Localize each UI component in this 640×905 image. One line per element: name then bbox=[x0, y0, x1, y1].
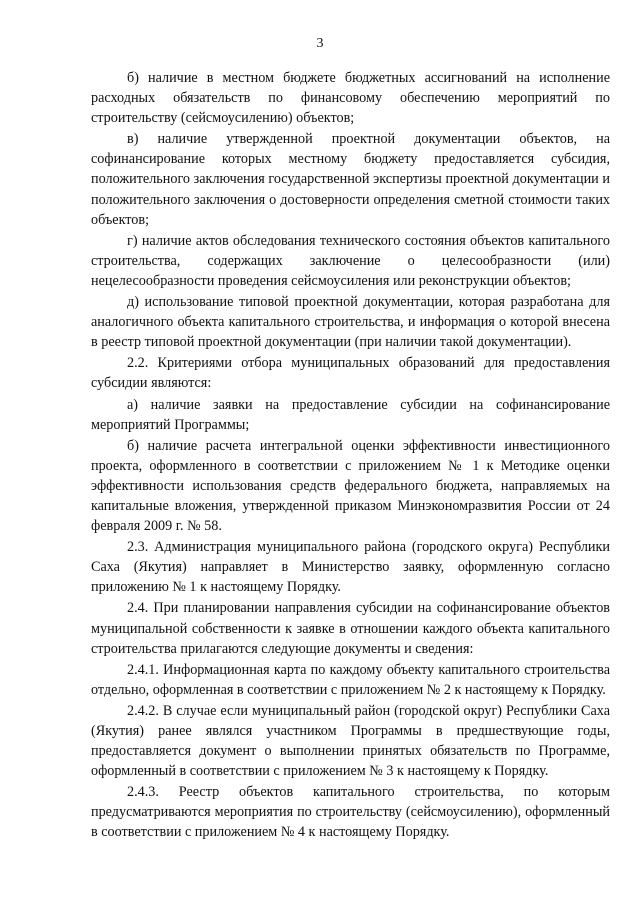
page-number: 3 bbox=[316, 36, 324, 51]
paragraph: а) наличие заявки на предоставление субсидии на софинансирование мероприятий Программы; bbox=[91, 396, 610, 433]
paragraph: в) наличие утвержденной проектной документации объектов, на софинансирование которых местному бюджету предоставляется субсидия, положительного заключения государственной экспертизы проектной документации и положительного заключения о достоверности определения сметной стоимости таких объектов; bbox=[91, 131, 610, 228]
paragraph: г) наличие актов обследования технического состояния объектов капитального строительства, содержащих заключение о целесообразности (или) нецелесообразности проведения сейсмоусиления или реконструкции объектов; bbox=[91, 232, 610, 289]
paragraph: 2.3. Администрация муниципального района (городского округа) Республики Саха (Якутия) направляет в Министерство заявку, оформленную согласно приложению № 1 к настоящему Порядку. bbox=[91, 539, 610, 596]
document-body bbox=[91, 68, 610, 844]
paragraph: 2.4.2. В случае если муниципальный район (городской округ) Республики Саха (Якутия) ранее являлся участником Программы в предшествующие годы, предоставляется документ о выполнении принятых обязательств по Программе, оформленный в соответствии с приложением № 3 к настоящему к Порядку. bbox=[91, 702, 610, 780]
paragraph: 2.4.1. Информационная карта по каждому объекту капитального строительства отдельно, оформленная в соответствии с приложением № 2 к настоящему к Порядку. bbox=[91, 661, 610, 698]
paragraph: 2.4. При планировании направления субсидии на софинансирование объектов муниципальной собственности к заявке в отношении каждого объекта капитального строительства прилагаются следующие документы и сведения: bbox=[91, 600, 610, 657]
paragraph: 2.4.3. Реестр объектов капитального строительства, по которым предусматриваются мероприятия по строительству (сейсмоусилению), оформленный в соответствии с приложением № 4 к настоящему Порядку. bbox=[91, 784, 610, 841]
paragraph: б) наличие в местном бюджете бюджетных ассигнований на исполнение расходных обязательств по финансовому обеспечению мероприятий по строительству (сейсмоусилению) объектов; bbox=[91, 70, 610, 127]
paragraph: б) наличие расчета интегральной оценки эффективности инвестиционного проекта, оформленного в соответствии с приложением № 1 к Методике оценки эффективности использования средств федерального бюджета, направляемых на капитальные вложения, утвержденной приказом Минэкономразвития России от 24 февраля 2009 г. № 58. bbox=[91, 437, 610, 535]
paragraph: 2.2. Критериями отбора муниципальных образований для предоставления субсидии являются: bbox=[91, 355, 610, 392]
paragraph: д) использование типовой проектной документации, которая разработана для аналогичного объекта капитального строительства, и информация о которой внесена в реестр типовой проектной документации (при наличии такой документации). bbox=[91, 294, 610, 351]
